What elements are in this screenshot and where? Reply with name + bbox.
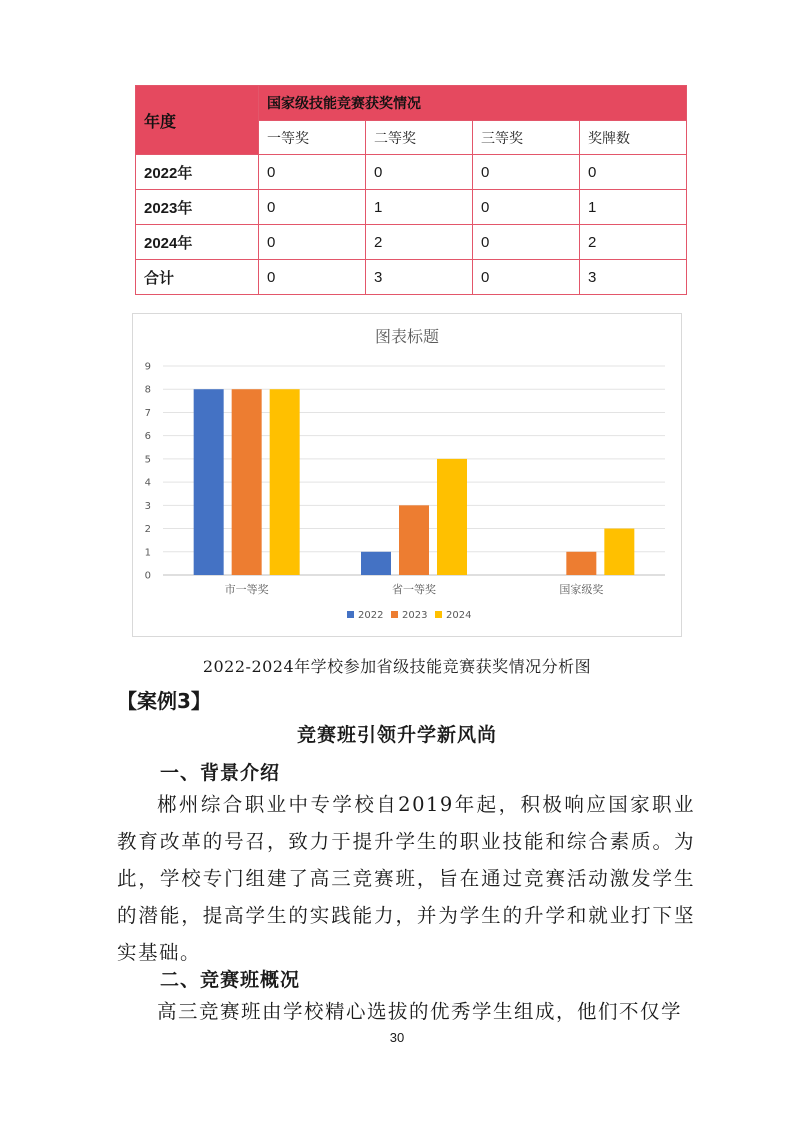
page-number: 30 [389,1030,405,1045]
row-year: 2022年 [136,155,259,190]
x-category-label: 省一等奖 [392,583,436,596]
table-row [136,260,687,295]
table-cell: 0 [580,155,687,190]
table-cell: 0 [259,225,366,260]
legend-swatch [435,611,442,618]
row-total: 合计 [136,260,259,295]
bar [232,389,262,575]
bar [399,505,429,575]
bar-chart [132,313,682,637]
case-label: 【案例3】 [117,689,211,713]
table-cell: 2 [366,225,473,260]
bar [194,389,224,575]
table-cell: 0 [259,155,366,190]
row-year: 2023年 [136,190,259,225]
row-year: 2024年 [136,225,259,260]
y-tick-label: 9 [144,361,151,373]
table-row [136,155,687,190]
table-cell: 0 [259,190,366,225]
y-tick-label: 7 [144,407,151,419]
sub-header: 一等奖 [259,121,366,155]
table-cell: 0 [473,225,580,260]
y-tick-label: 2 [144,524,151,536]
year-header: 年度 [136,86,259,155]
bar [270,389,300,575]
y-tick-label: 1 [144,547,151,559]
table-cell: 1 [366,190,473,225]
table-cell: 1 [580,190,687,225]
sub-header: 三等奖 [473,121,580,155]
x-category-label: 市一等奖 [224,583,269,596]
heading-background: 一、背景介绍 [160,762,281,784]
table-row [136,190,687,225]
table-cell: 3 [580,260,687,295]
table-cell: 0 [366,155,473,190]
bar [361,552,391,575]
table-cell: 0 [473,190,580,225]
legend-swatch [347,611,354,618]
y-tick-label: 0 [144,570,151,582]
sub-header: 二等奖 [366,121,473,155]
heading-class-overview: 二、竞赛班概况 [160,969,301,991]
chart-title: 图表标题 [374,327,440,346]
award-table [135,85,687,295]
sub-header: 奖牌数 [580,121,687,155]
table-cell: 0 [259,260,366,295]
bar [566,552,596,575]
y-tick-label: 5 [144,454,151,466]
section-title: 竞赛班引领升学新风尚 [296,724,497,746]
x-category-label: 国家级奖 [559,583,604,596]
y-tick-label: 4 [144,477,151,489]
table-cell: 0 [473,155,580,190]
legend-label: 2023 [402,610,428,621]
y-tick-label: 8 [144,384,151,396]
y-tick-label: 6 [144,431,151,443]
legend-swatch [391,611,398,618]
bar [604,529,634,575]
table-cell: 3 [366,260,473,295]
table-row [136,225,687,260]
bar [437,459,467,575]
table-cell: 2 [580,225,687,260]
table-cell: 0 [473,260,580,295]
paragraph-background: 郴州综合职业中专学校自2019年起，积极响应国家职业教育改革的号召，致力于提升学生的职业技能和综合素质。为此，学校专门组建了高三竞赛班，旨在通过竞赛活动激发学生的潜能，提高学生的实践能力，并为学生的升学和就业打下坚实基础。 [117,793,695,964]
figure-caption: 2022-2024年学校参加省级技能竞赛获奖情况分析图 [202,657,592,676]
legend-label: 2024 [446,610,472,621]
y-tick-label: 3 [144,500,151,512]
paragraph-class-overview: 高三竞赛班由学校精心选拔的优秀学生组成，他们不仅学 [157,1000,683,1023]
legend-label: 2022 [358,610,384,621]
chart-canvas [133,314,681,636]
group-header: 国家级技能竞赛获奖情况 [259,86,687,121]
